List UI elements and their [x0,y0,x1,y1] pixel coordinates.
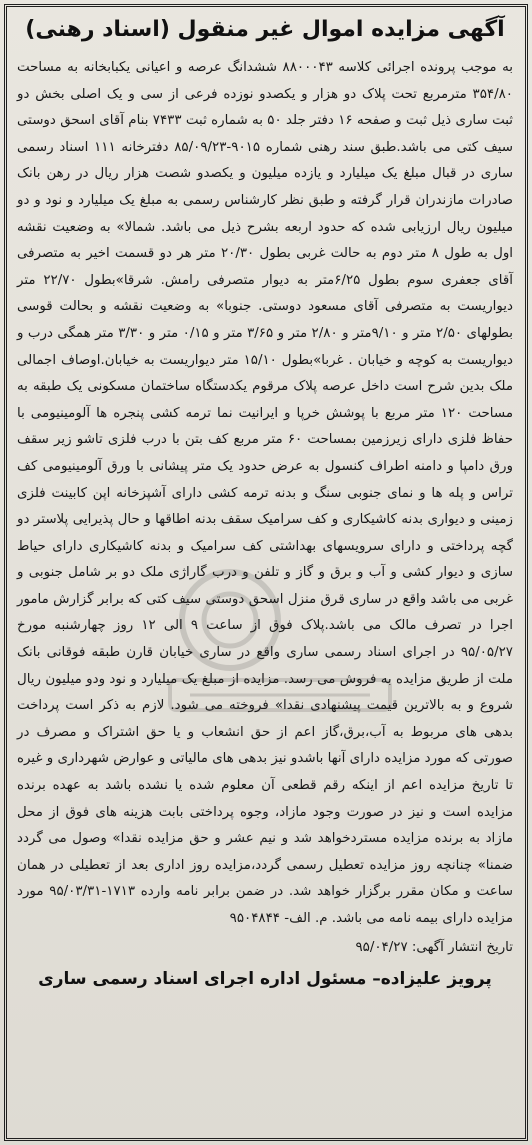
publish-date: تاریخ انتشار آگهی: ۹۵/۰۴/۲۷ [355,939,513,955]
notice-frame [4,4,528,1141]
signature-line: پرویز علیزاده– مسئول اداره اجرای اسناد رسمی ساری [38,968,492,989]
notice-body: به موجب پرونده اجرائی کلاسه ۸۸۰۰۰۴۳ ششدانگ عرصه و اعیانی یکبابخانه به مساحت ۳۵۴/۸۰ مترمربع تحت پلاک دو هزار و یکصدو نوزده فرعی از سی و یک اصلی بخش دو ثبت ساری ذیل ثبت و صفحه ۱۶ دفتر جلد ۵۰ به شماره ثبت ۷۴۳۳ بنام آقای اسحق دوستی سیف کتی می باشد.طبق سند رهنی شماره ۹۰۱۵-۸۵/۰۹/۲۳ دفترخانه ۱۱۱ اسناد رسمی ساری در قبال مبلغ یک میلیارد و یازده میلیون و یکصدو شصت هزار ریال در رهن بانک صادرات مازندران قرار گرفته و طبق نظر کارشناس رسمی به مبلغ یک میلیارد و نود و دو میلیون ریال ارزیابی شده که حدود اربعه بشرح ذیل می باشد. شمالا» به وضعیت نقشه اول به طول ۸ متر دوم به حالت غربی بطول ۲۰/۳۰ متر هر دو قسمت اخیر به متصرفی آقای جعفری سوم بطول ۶/۲۵متر به دیوار متصرفی رامش. شرقا»بطول ۲۲/۷۰ متر دیواریست به متصرفی آقای مسعود دوستی. جنوبا» به وضعیت نقشه و بحالت قوسی بطولهای ۲/۵۰ متر و ۹/۱۰متر و ۲/۸۰ متر و ۳/۶۵ متر و ۰/۱۵ متر و ۳/۳۰ متر همگی درب و دیواریست به کوچه و خیابان . غربا»بطول ۱۵/۱۰ متر دیواریست به خیابان.اوصاف اجمالی ملک بدین شرح است داخل عرصه پلاک مرقوم یکدستگاه ساختمان مسکونی یک طبقه به مساحت ۱۲۰ متر مربع با پوشش خرپا و ایرانیت نما ترمه کشی پنجره ها آلومینیومی با حفاظ فلزی دارای زیرزمین بمساحت ۶۰ متر مربع کف بتن با درب فلزی تاشو زیر سقف ورق دامپا و دامنه اطراف کنسول به عرض حدود یک متر پیشانی با ورق آلومینیومی کف تراس و پله ها و نمای جنوبی سنگ و بدنه ترمه کشی دارای آشپزخانه اپن کابینت فلزی زمینی و دیواری بدنه کاشیکاری و کف سرامیک سقف بدنه اطاقها و حال پذیرایی پلاستر دو گچه پرداختی و دارای سرویسهای بهداشتی کف سرامیک و بدنه کاشیکاری دارای حیاط سازی و دیوار کشی و آب و برق و گاز و تلفن و درب گاراژی ملک دو بر شامل جنوبی و غربی می باشد واقع در ساری قرق منزل اسحق دوستی سیف کتی که برابر گزارش مامور اجرا در تصرف مالک می باشد.پلاک فوق از ساعت ۹ الی ۱۲ روز چهارشنبه مورخ ۹۵/۰۵/۲۷ در اجرای اسناد رسمی ساری واقع در ساری خیابان قارن طبقه فوقانی بانک ملت از طریق مزایده به فروش می رسد. مزایده از مبلغ یک میلیارد و نود ودو میلیون ریال شروع و به بالاترین قیمت پیشنهادی نقدا» فروخته می شود. لازم به ذکر است پرداخت بدهی های مربوط به آب،برق،گاز اعم از حق انشعاب و یا حق اشتراک و مصرف در صورتی که مورد مزایده دارای آنها باشدو نیز بدهی های مالیاتی و عوارض شهرداری و غیره تا تاریخ مزایده اعم از اینکه رقم قطعی آن معلوم شده یا نشده باشد به عهده برنده مزایده است و نیز در صورت وجود مازاد، وجوه پرداختی بابت هزینه های فوق از محل مازاد به برنده مزایده مستردخواهد شد و نیم عشر و حق مزایده نقدا» وصول می گردد ضمنا» چنانچه روز مزایده تعطیل رسمی گردد،مزایده روز اداری بعد از تعطیلی در همان ساعت و مکان مقرر برگزار خواهد شد. در ضمن برابر نامه وارده ۱۷۱۳-۹۵/۰۳/۳۱ مورد مزایده دارای بیمه نامه می باشد. م. الف- ۹۵۰۴۸۴۴ [17,60,514,926]
notice-title: آگهی مزایده اموال غیر منقول (اسناد رهنی) [25,17,505,42]
